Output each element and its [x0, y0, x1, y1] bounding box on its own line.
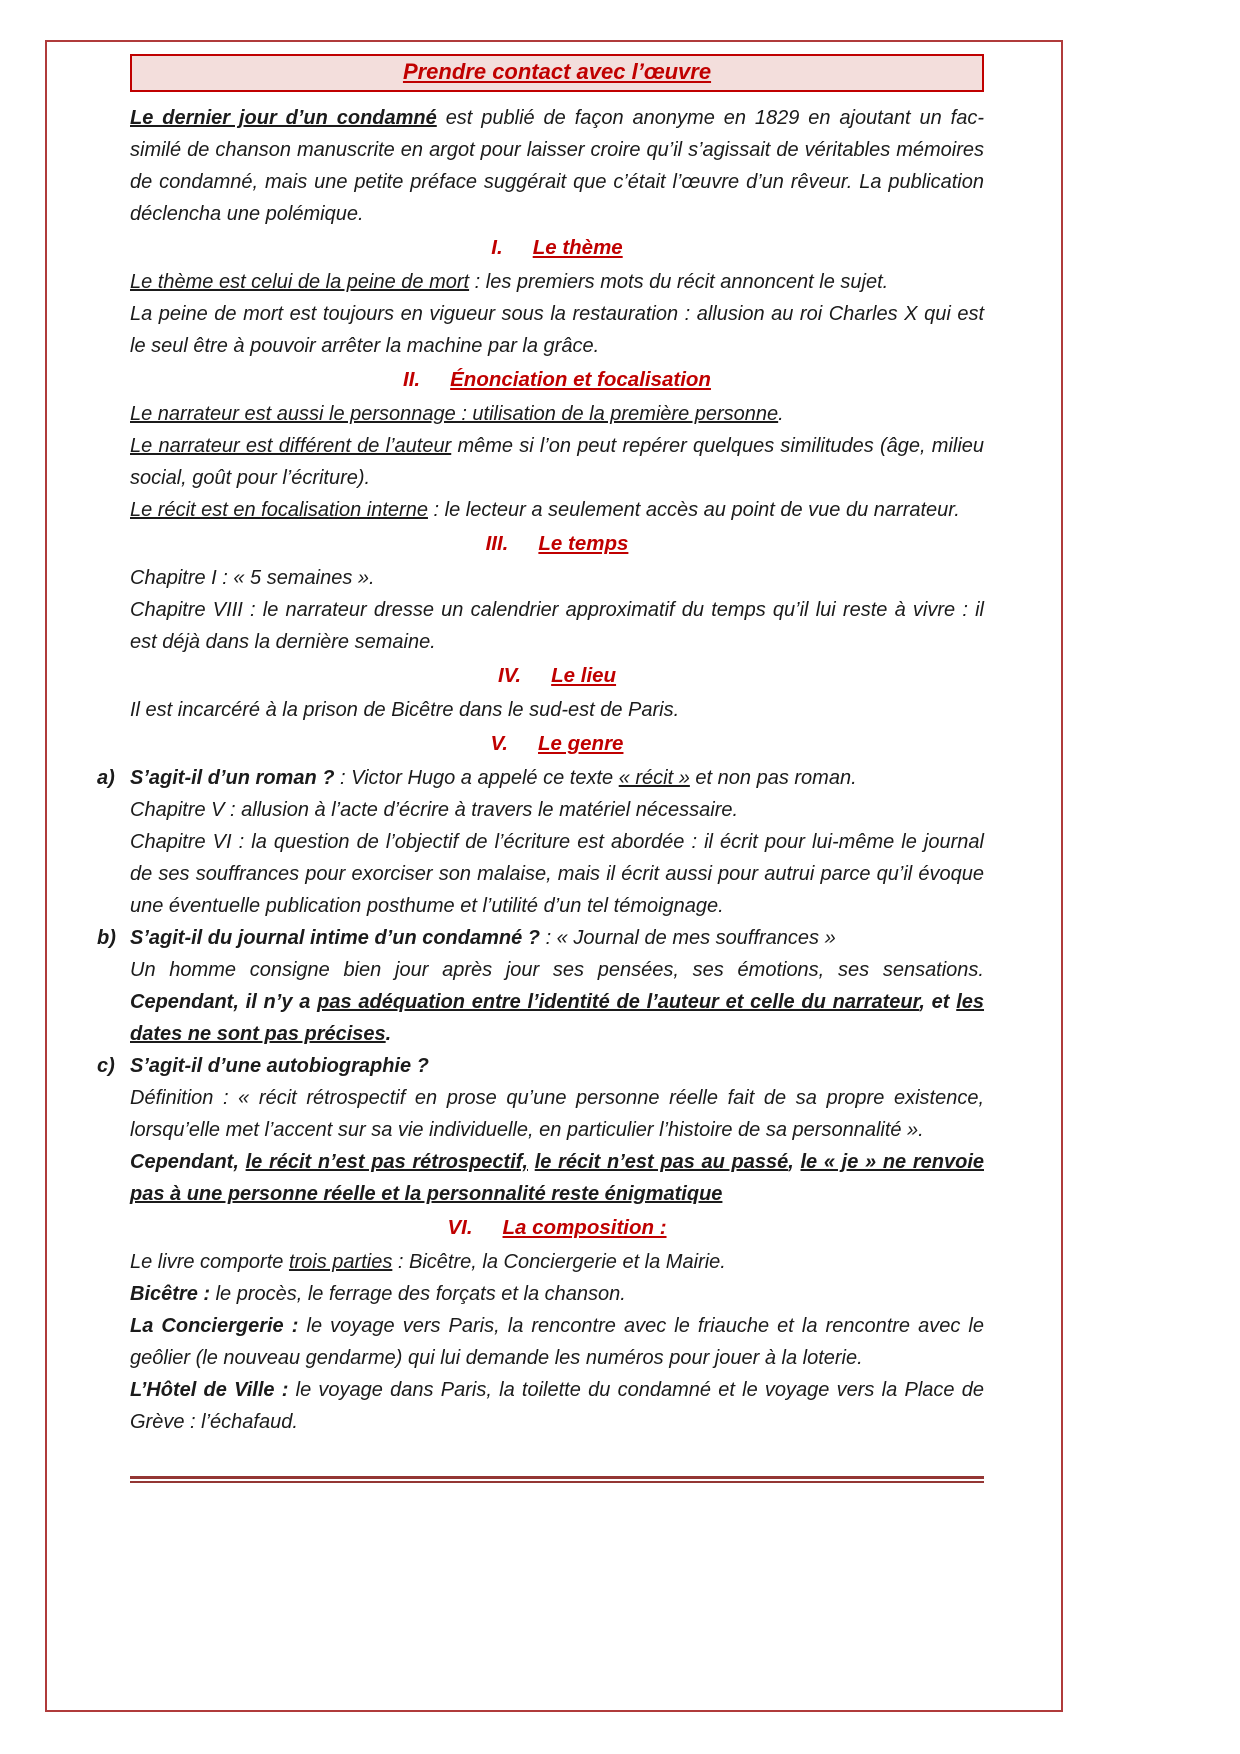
section-1-paragraph-1: [130, 266, 984, 298]
list-item-b: [97, 922, 984, 954]
section-3-paragraph-1: [130, 562, 984, 594]
underlined-text: Le narrateur est différent de l’auteur: [130, 435, 452, 457]
section-4-number: IV.: [497, 664, 522, 687]
bold-text: , et: [919, 991, 957, 1013]
bold-underlined-text: le « je » ne renvoie pas à une personne réelle et la personnalité reste énigmatique: [130, 1151, 984, 1205]
list-item-c: [97, 1050, 984, 1082]
list-item-b-marker: b): [97, 927, 116, 949]
bold-text: Cependant,: [130, 1151, 246, 1173]
section-1-title: Le thème: [532, 236, 623, 259]
section-6-paragraph-1: [130, 1246, 984, 1278]
section-3-paragraph-2: [130, 594, 984, 658]
section-1-heading: [130, 232, 984, 264]
plain-text: : « Journal de mes souffrances »: [540, 927, 836, 949]
section-6-title: La composition :: [502, 1216, 667, 1239]
section-3-heading: [130, 528, 984, 560]
list-item-c-paragraph-3: [130, 1146, 984, 1210]
section-5-heading: [130, 728, 984, 760]
plain-text: : Bicêtre, la Conciergerie et la Mairie.: [392, 1251, 726, 1273]
list-item-b-paragraph-2: [130, 954, 984, 1050]
plain-text: le voyage vers Paris, la rencontre avec le friauche et la rencontre avec le geôlier (le nouveau gendarme) qui lui demande les numéros pour jouer à la loterie.: [130, 1315, 984, 1369]
closing-rule: [130, 1476, 984, 1483]
section-3-title: Le temps: [538, 532, 629, 555]
plain-text: le procès, le ferrage des forçats et la chanson.: [210, 1283, 626, 1305]
bold-text: Cependant, il n’y a: [130, 991, 318, 1013]
section-5-number: V.: [490, 732, 509, 755]
plain-text: .: [778, 403, 784, 425]
list-item-a-marker: a): [97, 767, 115, 789]
list-item-c-question: [130, 1050, 984, 1082]
title-box: [130, 54, 984, 92]
section-6-number: VI.: [447, 1216, 473, 1239]
bold-text: .: [385, 1023, 392, 1045]
intro-book-title: Le dernier jour d’un condamné: [130, 107, 437, 129]
bold-text: [528, 1151, 535, 1173]
plain-text: Chapitre I : « 5 semaines ».: [130, 567, 375, 589]
intro-paragraph: [130, 102, 984, 230]
section-3-number: III.: [485, 532, 509, 555]
list-item-b-question: [130, 922, 984, 954]
bold-underlined-text: le récit n’est pas au passé: [534, 1151, 789, 1173]
bold-lead: Bicêtre :: [130, 1283, 211, 1305]
plain-text: : les premiers mots du récit annoncent le sujet.: [469, 271, 889, 293]
bold-text: ,: [788, 1151, 801, 1173]
section-2-paragraph-3: [130, 494, 984, 526]
list-item-c-marker: c): [97, 1055, 115, 1077]
bold-lead: La Conciergerie :: [130, 1315, 299, 1337]
section-6-heading: [130, 1212, 984, 1244]
plain-text: Un homme consigne bien jour après jour ses pensées, ses émotions, ses sensations.: [130, 959, 984, 981]
plain-text: Chapitre V : allusion à l’acte d’écrire à travers le matériel nécessaire.: [130, 799, 739, 821]
plain-text: La peine de mort est toujours en vigueur sous la restauration : allusion au roi Charles X qui est le seul être à pouvoir arrêter la machine par la grâce.: [130, 303, 984, 357]
plain-text: : Victor Hugo a appelé ce texte: [334, 767, 619, 789]
document-content: [97, 54, 985, 1483]
plain-text: Il est incarcéré à la prison de Bicêtre dans le sud-est de Paris.: [130, 699, 680, 721]
section-2-paragraph-1: [130, 398, 984, 430]
section-1-number: I.: [491, 236, 503, 259]
intro-text: est publié de façon anonyme en 1829 en ajoutant un fac-similé de chanson manuscrite en argot pour laisser croire qu’il s’agissait de véritables mémoires de condamné, mais une petite préface suggérait que c’était l’œuvre d’un rêveur. La publication déclencha une polémique.: [130, 107, 985, 225]
plain-text: Le livre comporte: [130, 1251, 289, 1273]
underlined-text: trois parties: [288, 1251, 393, 1273]
section-2-title: Énonciation et focalisation: [450, 368, 711, 391]
bold-underlined-text: les dates ne sont pas précises: [130, 991, 985, 1045]
section-4-title: Le lieu: [551, 664, 617, 687]
list-item-a-paragraph-2: [130, 794, 984, 826]
plain-text: même si l’on peut repérer quelques similitudes (âge, milieu social, goût pour l’écriture).: [130, 435, 985, 489]
bold-underlined-text: le récit n’est pas rétrospectif,: [245, 1151, 528, 1173]
list-item-a-paragraph-3: [130, 826, 984, 922]
plain-text: le voyage dans Paris, la toilette du condamné et le voyage vers la Place de Grève : l’échafaud.: [130, 1379, 984, 1433]
list-item-c-paragraph-2: [130, 1082, 984, 1146]
section-2-number: II.: [403, 368, 421, 391]
bold-question: S’agit-il d’un roman ?: [130, 767, 335, 789]
list-item-a: [97, 762, 984, 794]
underlined-text: Le narrateur est aussi le personnage : utilisation de la première personne: [130, 403, 779, 425]
underlined-text: Le récit est en focalisation interne: [130, 499, 428, 521]
section-6-paragraph-4: [130, 1374, 984, 1438]
section-1-paragraph-2: [130, 298, 984, 362]
section-2-paragraph-2: [130, 430, 984, 494]
document-title: Prendre contact avec l’œuvre: [402, 59, 712, 84]
section-2-heading: [130, 364, 984, 396]
bold-question: S’agit-il d’une autobiographie ?: [130, 1055, 429, 1077]
plain-text: Chapitre VI : la question de l’objectif de l’écriture est abordée : il écrit pour lui-même le journal de ses souffrances pour exorciser son malaise, mais il écrit aussi pour autrui parce qu’il évoque une éventuelle publication posthume et l’utilité d’un tel témoignage.: [130, 831, 984, 917]
plain-text: Définition : « récit rétrospectif en prose qu’une personne réelle fait de sa propre existence, lorsqu’elle met l’accent sur sa vie individuelle, en particulier l’histoire de sa personnalité ».: [130, 1087, 984, 1141]
plain-text: Chapitre VIII : le narrateur dresse un calendrier approximatif du temps qu’il lui reste à vivre : il est déjà dans la dernière semaine.: [130, 599, 984, 653]
section-4-paragraph-1: [130, 694, 984, 726]
section-4-heading: [130, 660, 984, 692]
list-item-a-question: [130, 762, 984, 794]
underlined-text: Le thème est celui de la peine de mort: [130, 271, 470, 293]
bold-underlined-text: pas adéquation entre l’identité de l’auteur et celle du narrateur: [317, 991, 920, 1013]
bold-question: S’agit-il du journal intime d’un condamné ?: [130, 927, 541, 949]
underlined-text: « récit »: [618, 767, 690, 789]
bold-lead: L’Hôtel de Ville :: [130, 1379, 289, 1401]
section-6-paragraph-2: [130, 1278, 984, 1310]
plain-text: : le lecteur a seulement accès au point de vue du narrateur.: [427, 499, 960, 521]
plain-text: et non pas roman.: [689, 767, 857, 789]
section-6-paragraph-3: [130, 1310, 984, 1374]
section-5-title: Le genre: [538, 732, 624, 755]
